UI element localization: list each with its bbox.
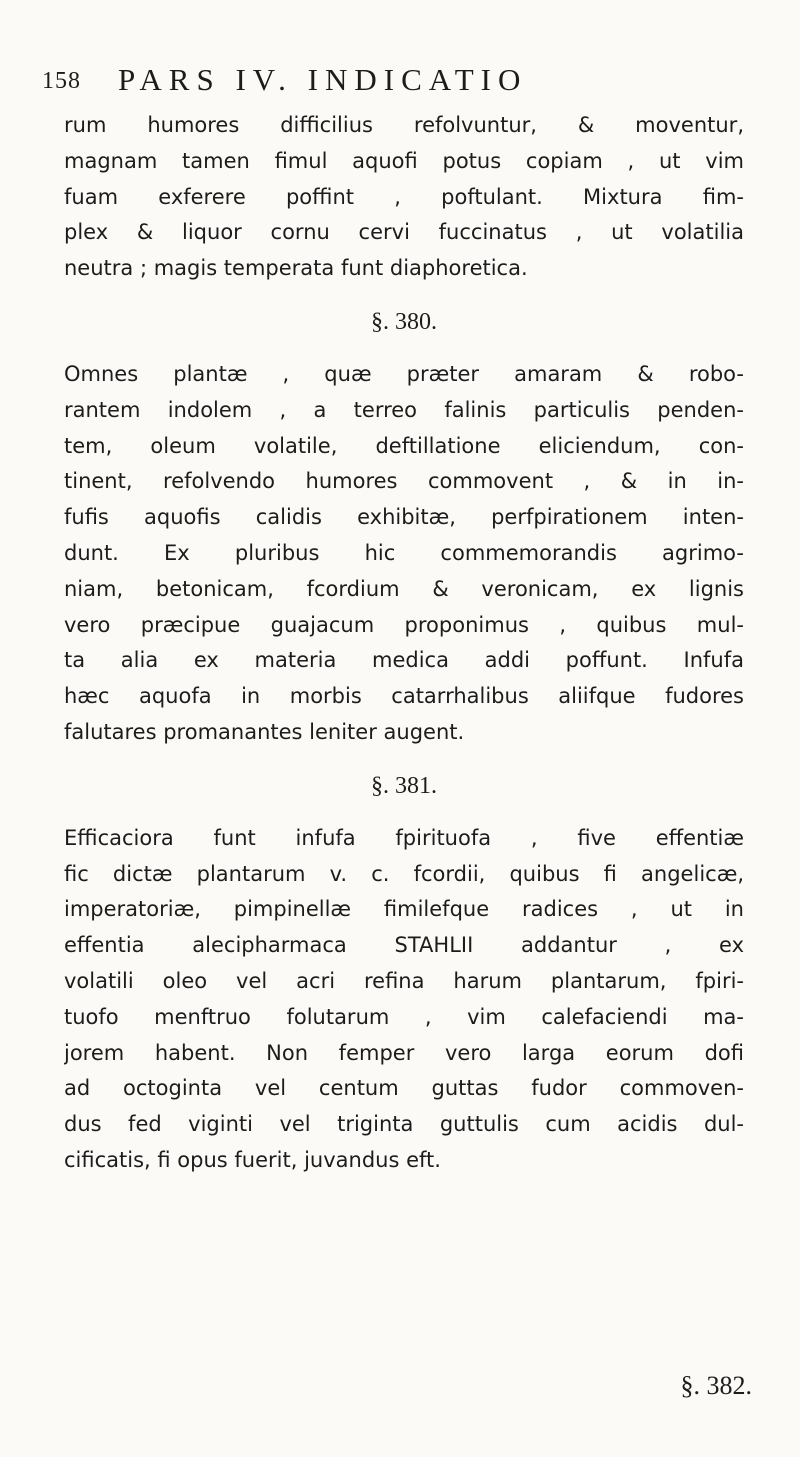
catchword: §. 382. [680, 1371, 752, 1400]
text-line: dus fed viginti vel triginta guttulis cum acidis dul- [64, 1112, 744, 1137]
paragraph [64, 357, 744, 751]
running-header [40, 62, 760, 102]
text-line: imperatoriæ, pimpinellæ fimilefque radices , ut in [64, 897, 744, 922]
text-line: vero præcipue guajacum proponimus , quibus mul- [64, 612, 744, 637]
text-line: tem, oleum volatile, deftillatione eliciendum, con- [64, 433, 744, 458]
text-line: volatili oleo vel acri refina harum plantarum, fpiri- [64, 968, 744, 993]
section-heading: §. 380. [371, 308, 437, 335]
text-line: magnam tamen fimul aquofi potus copiam , ut vim [64, 148, 744, 173]
text-line: Omnes plantæ , quæ præter amaram & robo- [64, 361, 744, 386]
paragraph [64, 108, 744, 287]
text-line: fic dictæ plantarum v. c. fcordii, quibus fi angelicæ, [64, 861, 744, 886]
text-line: fuam exferere poffint , poftulant. Mixtura fim- [64, 184, 744, 209]
text-line: cificatis, fi opus fuerit, juvandus eft. [64, 1147, 441, 1172]
text-line: hæc aquofa in morbis catarrhalibus aliifque fudores [64, 684, 744, 709]
text-line: tinent, refolvendo humores commovent , & in in- [64, 469, 744, 494]
text-line: tuofo menftruo folutarum , vim calefaciendi ma- [64, 1004, 744, 1029]
section-heading: §. 381. [371, 772, 437, 799]
running-title: PARS IV. INDICATIO [118, 62, 528, 97]
text-line: Efficaciora funt infufa fpirituofa , five effentiæ [64, 825, 744, 850]
text-line: jorem habent. Non femper vero larga eorum dofi [64, 1040, 744, 1065]
text-line: plex & liquor cornu cervi fuccinatus , ut volatilia [64, 220, 744, 245]
page-number: 158 [42, 68, 81, 94]
text-line: rum humores difficilius refolvuntur, & moventur, [64, 113, 744, 137]
text-line: dunt. Ex pluribus hic commemorandis agrimo- [64, 540, 744, 565]
text-line: rantem indolem , a terreo falinis particulis penden- [64, 397, 744, 422]
text-line: neutra ; magis temperata funt diaphoretica. [64, 256, 528, 281]
text-line: fufis aquofis calidis exhibitæ, perfpirationem inten- [64, 505, 744, 530]
text-line: ad octoginta vel centum guttas fudor commoven- [64, 1076, 744, 1101]
text-line: ta alia ex materia medica addi poffunt. Infufa [64, 648, 744, 673]
text-line: falutares promanantes leniter augent. [64, 719, 465, 744]
body-text [64, 108, 744, 1179]
paragraph [64, 821, 744, 1179]
text-line: niam, betonicam, fcordium & veronicam, ex lignis [64, 576, 744, 601]
text-line: effentia alecipharmaca STAHLII addantur , ex [64, 933, 744, 958]
